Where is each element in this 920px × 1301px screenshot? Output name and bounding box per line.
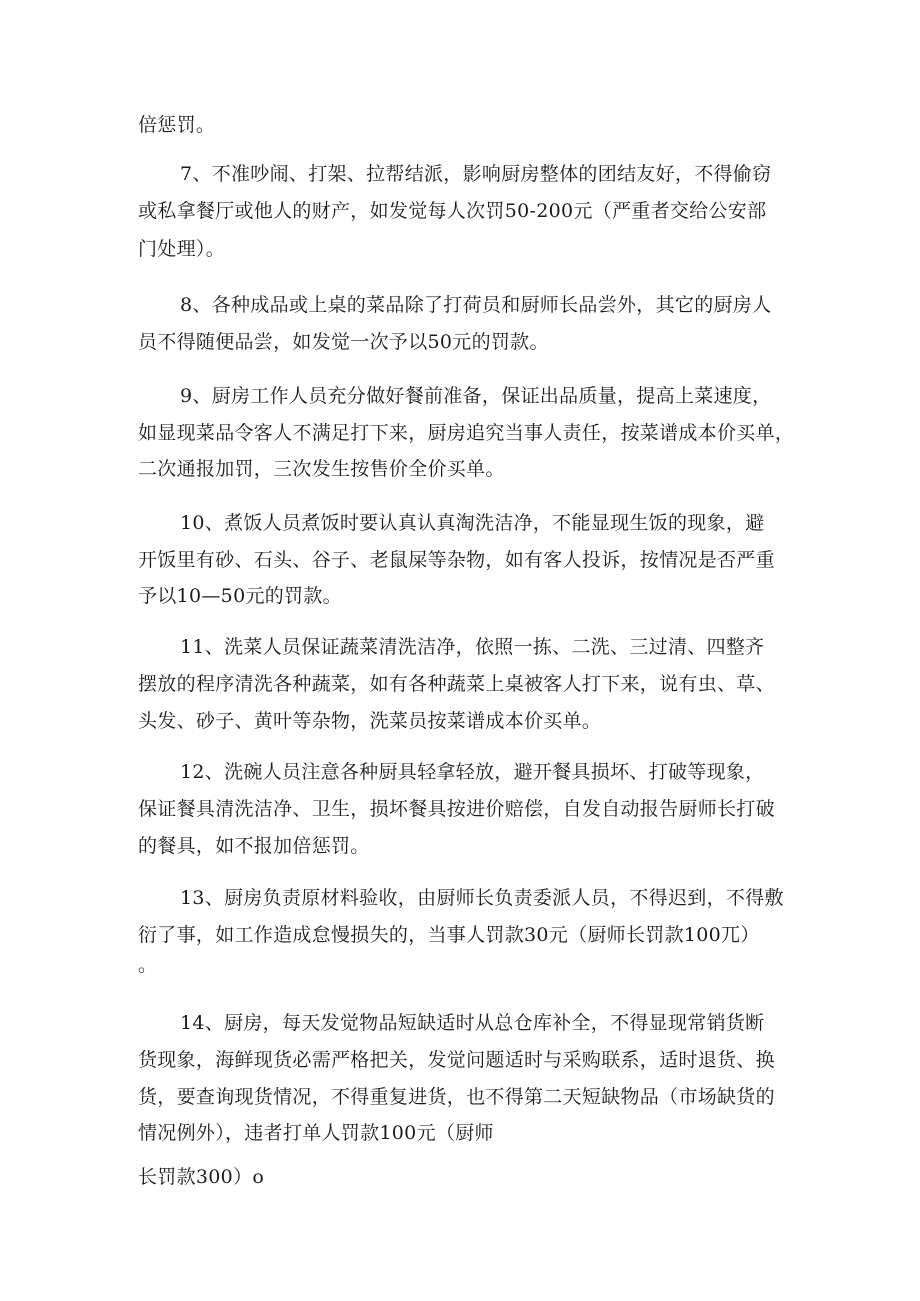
- text-line: 7、不准吵闹、打架、拉帮结派，影响厨房整体的团结友好，不得偷窃: [180, 163, 772, 185]
- text-line: 衍了事，如工作造成怠慢损失的，当事人罚款30元（厨师长罚款100兀）: [138, 924, 760, 946]
- text-line: 或私拿餐厅或他人的财产，如发觉每人次罚50-200元（严重者交给公安部: [138, 200, 767, 222]
- text-line: 倍惩罚。: [138, 114, 216, 136]
- text-line: 的餐具，如不报加倍惩罚。: [138, 835, 370, 857]
- text-line: 保证餐具清洗洁净、卫生，损坏餐具按进价赔偿，自发自动报告厨师长打破: [138, 798, 775, 820]
- text-line: 如显现菜品令客人不满足打下来，厨房追究当事人责任，按菜谱成本价买单，: [138, 422, 795, 444]
- text-line: 8、各种成品或上桌的菜品除了打荷员和厨师长品尝外，其它的厨房人: [180, 294, 772, 316]
- text-line: 9、厨房工作人员充分做好餐前准备，保证出品质量，提高上菜速度，: [180, 385, 772, 407]
- text-line: 。: [138, 954, 158, 976]
- text-line: 予以10—50元的罚款。: [138, 585, 342, 607]
- text-line: 门处理）。: [138, 238, 226, 260]
- text-line: 摆放的程序清洗各种蔬菜，如有各种蔬菜上桌被客人打下来，说有虫、草、: [138, 673, 775, 695]
- text-line: 二次通报加罚，三次发生按售价全价买单。: [138, 458, 505, 480]
- text-line: 长罚款300）o: [138, 1166, 265, 1188]
- text-line: 14、厨房，每天发觉物品短缺适时从总仓库补全，不得显现常销货断: [180, 1012, 765, 1034]
- text-line: 11、洗菜人员保证蔬菜清洗洁净，依照一拣、二洗、三过清、四整齐: [180, 636, 765, 658]
- text-line: 员不得随便品尝，如发觉一次予以50元的罚款。: [138, 331, 549, 353]
- text-line: 货，要查询现货情况，不得重复进货，也不得第二天短缺物品（市场缺货的: [138, 1086, 775, 1108]
- text-line: 货现象，海鲜现货必需严格把关，发觉问题适时与采购联系，适时退货、换: [138, 1049, 775, 1071]
- text-line: 13、厨房负责原材料验收，由厨师长负责委派人员，不得迟到，不得敷: [180, 887, 784, 909]
- text-line: 开饭里有砂、石头、谷子、老鼠屎等杂物，如有客人投诉，按情况是否严重: [138, 549, 775, 571]
- text-line: 头发、砂子、黄叶等杂物，洗菜员按菜谱成本价买单。: [138, 710, 602, 732]
- text-line: 10、煮饭人员煮饭时要认真认真淘洗洁净，不能显现生饭的现象，避: [180, 512, 765, 534]
- text-line: 情况例外），违者打单人罚款100元（厨师: [138, 1122, 494, 1144]
- text-line: 12、洗碗人员注意各种厨具轻拿轻放，避开餐具损坏、打破等现象，: [180, 761, 765, 783]
